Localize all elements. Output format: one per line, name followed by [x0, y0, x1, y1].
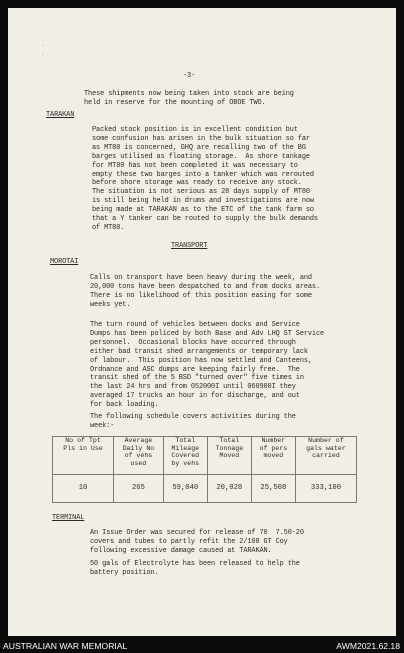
section-heading-transport: TRANSPORT	[171, 242, 208, 250]
page-number: -3-	[183, 72, 196, 80]
intro-paragraph: These shipments now being taken into stock are being held in reserve for the mounting of OBOE TWO.	[84, 90, 294, 107]
table-header-cell: Total Mileage Covered by vehs	[163, 437, 207, 475]
table-header-cell: Total Tonnage Moved	[207, 437, 251, 475]
section-heading-terminal: TERMINAL	[52, 514, 85, 522]
table-header-cell: No of Tpt Pls in Use	[53, 437, 114, 475]
transport-schedule-table	[52, 436, 357, 503]
table-cell: 10	[78, 483, 88, 492]
table-cell: 59,040	[163, 475, 207, 503]
morotai-paragraph-1: Calls on transport have been heavy during the week, and 20,000 tons have been despatched to and from docks areas. There is no likelihood of this position easing for some weeks yet.	[90, 274, 320, 309]
punch-mark: ·	[41, 42, 45, 49]
table-header-row	[53, 437, 357, 475]
terminal-paragraph-2: 50 gals of Electrolyte has been released to help the battery position.	[90, 560, 300, 577]
table-header-cell: Number of pers moved	[251, 437, 295, 475]
section-heading-morotai: MOROTAI	[50, 258, 79, 266]
morotai-paragraph-2: The turn round of vehicles between docks and Service Dumps has been policed by both Base and Adv LHQ ST Service personnel. Occasional blocks have occurred through either bad transit shed arrangements or temporary lack of labour. This position has now settled and Canteens, Ordnance and ASC dumps are keeping fairly free. The transit shed of the 5 BSD "turned over" five times in the last 24 hrs and from 052000I until 060900I they averaged 17 trucks an hour in for discharge, and out for back loading.	[90, 321, 325, 410]
table-cell: 20,028	[207, 475, 251, 503]
tarakan-paragraph: Packed stock position is in excellent condition but some confusion has arisen in the bulk situation so far as MT80 is concerned, GHQ are recalling two of the BG barges utilised as floating storage. As shore tankage for MT80 has not been completed it was necessary to empty these two barges into a tanker which was rerouted before shore storage was ready to receive any stock. The situation is not serious as 28 days supply of MT80 is still being held in drums and investigations are now being made at TARAKAN as to the ETC of the tank farm so that a Y tanker can be routed to supply the bulk demands of MT80.	[92, 126, 318, 232]
table-cell: 265	[114, 475, 164, 503]
terminal-paragraph-1: An Issue Order was secured for release of 70 7.50-20 covers and tubes to partly refit the 2/108 GT Coy following excessive damage caused at TARAKAN.	[90, 529, 304, 555]
table-header-cell: Average Daily No of vehs used	[114, 437, 164, 475]
table-row	[53, 475, 357, 503]
footer-credit: AUSTRALIAN WAR MEMORIAL	[3, 641, 128, 651]
table-header-cell: Number of gals water carried	[295, 437, 356, 475]
document-page	[8, 8, 396, 636]
table-cell: 25,508	[251, 475, 295, 503]
footer-accession-number: AWM2021.62.18	[336, 641, 400, 651]
section-heading-tarakan: TARAKAN	[46, 111, 75, 119]
punch-mark: ·	[41, 51, 45, 58]
morotai-paragraph-3: The following schedule covers activities during the week:-	[90, 413, 296, 430]
table-cell: 333,100	[295, 475, 356, 503]
